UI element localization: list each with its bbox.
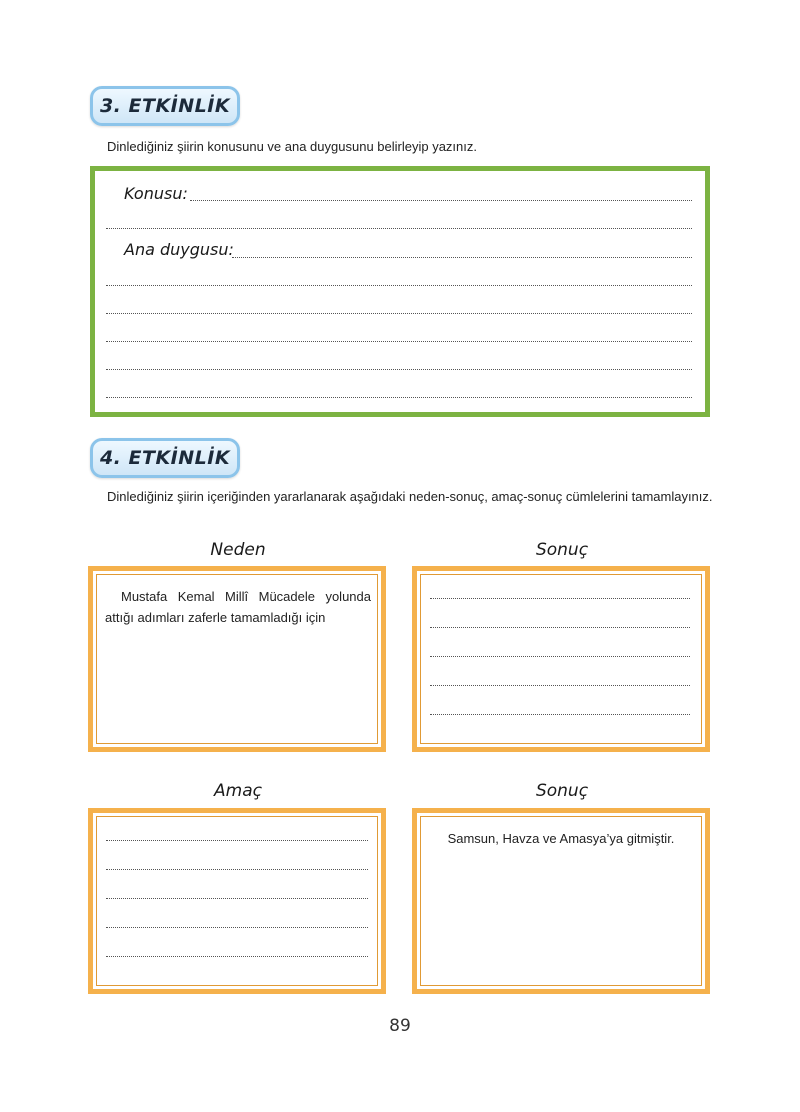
sonuc-box-1 [412, 566, 710, 752]
answer-line[interactable] [430, 598, 690, 599]
answer-line[interactable] [106, 313, 692, 314]
neden-title: Neden [210, 540, 266, 560]
answer-line[interactable] [430, 656, 690, 657]
sonuc-title-1: Sonuç [535, 540, 589, 560]
konusu-label: Konusu: [124, 184, 188, 203]
activity-4-instruction: Dinlediğiniz şiirin içeriğinden yararlanarak aşağıdaki neden-sonuç, amaç-sonuç cümlelerini tamamlayınız. [107, 489, 713, 504]
answer-line[interactable] [106, 956, 368, 957]
ana-duygusu-answer-line[interactable] [232, 257, 692, 258]
answer-line[interactable] [106, 285, 692, 286]
sonuc-title-2: Sonuç [535, 781, 589, 801]
answer-line[interactable] [430, 627, 690, 628]
neden-text: Mustafa Kemal Millî Mücadele yolunda attığı adımları zaferle tamamladığı için [105, 589, 371, 625]
activity-3-answer-box [90, 166, 710, 417]
answer-line[interactable] [106, 228, 692, 229]
answer-line[interactable] [106, 898, 368, 899]
answer-line[interactable] [430, 714, 690, 715]
activity-4-badge [90, 438, 240, 478]
amac-box [88, 808, 386, 994]
answer-line[interactable] [106, 869, 368, 870]
answer-line[interactable] [106, 341, 692, 342]
sonuc-2-text: Samsun, Havza ve Amasya’ya gitmiştir. [447, 831, 675, 846]
activity-3-badge [90, 86, 240, 126]
answer-line[interactable] [106, 927, 368, 928]
activity-3-instruction: Dinlediğiniz şiirin konusunu ve ana duygusunu belirleyip yazınız. [107, 139, 477, 154]
activity-4-title: 4. ETKİNLİK [99, 447, 231, 469]
answer-line[interactable] [430, 685, 690, 686]
answer-line[interactable] [106, 397, 692, 398]
answer-line[interactable] [106, 369, 692, 370]
page-number: 89 [389, 1016, 411, 1036]
konusu-answer-line[interactable] [190, 200, 692, 201]
ana-duygusu-label: Ana duygusu: [124, 240, 234, 259]
answer-line[interactable] [106, 840, 368, 841]
activity-3-title: 3. ETKİNLİK [99, 95, 231, 117]
amac-title: Amaç [214, 781, 262, 801]
